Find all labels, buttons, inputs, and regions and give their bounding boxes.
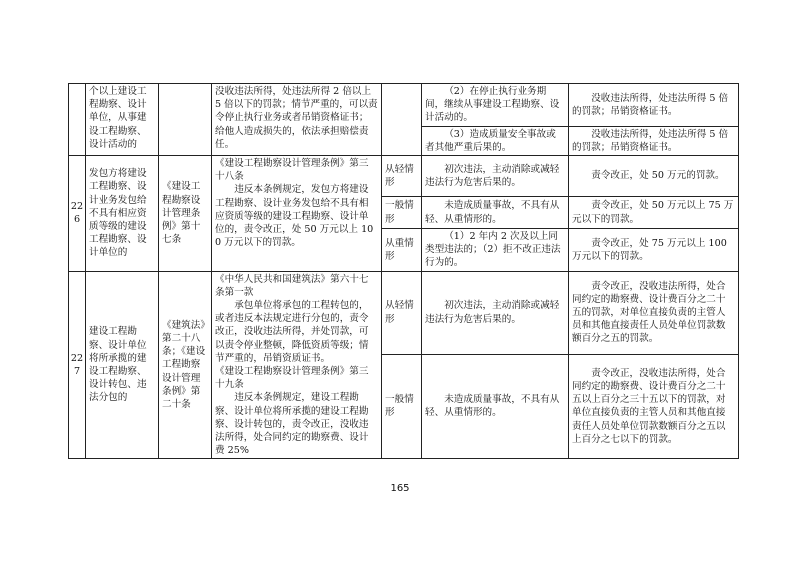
penalty-standard-cell: 责令改正，处 50 万元以上 75 万元以下的罚款。	[569, 197, 739, 229]
penalty-standard-cell: 责令改正，处 75 万元以上 100 万元以下的罚款。	[569, 229, 739, 272]
penalty-basis-title: 《中华人民共和国建筑法》第六十七条第一款	[215, 273, 369, 298]
circumstance-level-cell: 从轻情形	[382, 156, 422, 197]
circumstance-detail-cell: 初次违法，主动消除或减轻违法行为危害后果的。	[422, 271, 569, 354]
circumstance-level-cell	[382, 84, 422, 156]
row-number-cell: 226	[69, 156, 86, 272]
circumstance-level-cell: 一般情形	[382, 354, 422, 459]
row-number-cell: 227	[69, 271, 86, 459]
violation-item-cell: 个以上建设工程勘察、设计单位，从事建设工程勘察、设计活动的	[86, 84, 159, 156]
penalty-standards-table	[68, 83, 739, 459]
penalty-standard-cell: 责令改正，没收违法所得，处合同约定的勘察费、设计费百分之二十五以上百分之三十五以下的罚款，对单位直接负责的主管人员和其他直接责任人员处单位罚款数额百分之五以上百分之七以下的罚款。	[569, 354, 739, 459]
penalty-basis-text: 违反本条例规定，发包方将建设工程勘察、设计业务发包给不具有相应资质等级的建设工程勘察、设计单位的，责令改正，处 50 万元以上 100 万元以下的罚款。	[215, 184, 374, 249]
legal-basis-cell: 《建设工程勘察设计管理条例》第十七条	[159, 156, 212, 272]
circumstance-level-cell: 从重情形	[382, 229, 422, 272]
circumstance-detail-cell: 未造成质量事故，不具有从轻、从重情形的。	[422, 354, 569, 459]
circumstance-detail-cell: 初次违法，主动消除或减轻违法行为危害后果的。	[422, 156, 569, 197]
penalty-basis-cell	[212, 271, 382, 459]
penalty-basis-cell	[212, 156, 382, 272]
penalty-standard-cell: 责令改正，处 50 万元的罚款。	[569, 156, 739, 197]
penalty-basis-text: 承包单位将承包的工程转包的，或者违反本法规定进行分包的，责令改正，没收违法所得，并处罚款，可以责令停业整顿，降低资质等级；情节严重的，吊销资质证书。	[215, 300, 369, 364]
row-number-cell	[69, 84, 86, 156]
penalty-standard-cell: 没收违法所得，处违法所得 5 倍的罚款；吊销资格证书。	[569, 84, 739, 127]
penalty-basis-text: 违反本条例规定，建设工程勘察、设计单位将所承揽的建设工程勘察、设计转包的，责令改正，没收违法所得，处合同约定的勘察费、设计费 25%	[215, 392, 369, 457]
page-number: 165	[390, 483, 410, 494]
penalty-standard-cell: 没收违法所得，处违法所得 5 倍的罚款；吊销资格证书。	[569, 126, 739, 155]
penalty-standard-cell: 责令改正，没收违法所得，处合同约定的勘察费、设计费百分之二十五的罚款，对单位直接负责的主管人员和其他直接责任人员处单位罚款数额百分之五的罚款。	[569, 271, 739, 354]
legal-basis-cell: 《建筑法》第二十八条；《建设工程勘察设计管理条例》第二十条	[159, 271, 212, 459]
violation-item-cell: 建设工程勘察、设计单位将所承揽的建设工程勘察、设计转包、违法分包的	[86, 271, 159, 459]
penalty-basis-cell: 没收违法所得，处违法所得 2 倍以上 5 倍以下的罚款；情节严重的，可以责令停止执行业务或者吊销资格证书；给他人造成损失的，依法承担赔偿责任。	[212, 84, 382, 156]
penalty-basis-title: 《建设工程勘察设计管理条例》第三十八条	[215, 158, 369, 183]
circumstance-detail-cell: （1）2 年内 2 次及以上同类型违法的；（2）拒不改正违法行为的。	[422, 229, 569, 272]
circumstance-detail-cell: （3）造成质量安全事故或者其他严重后果的。	[422, 126, 569, 155]
violation-item-cell: 发包方将建设工程勘察、设计业务发包给不具有相应资质等级的建设工程勘察、设计单位的	[86, 156, 159, 272]
legal-basis-cell	[159, 84, 212, 156]
circumstance-detail-cell: 未造成质量事故，不具有从轻、从重情形的。	[422, 197, 569, 229]
penalty-basis-title: 《建设工程勘察设计管理条例》第三十九条	[215, 366, 369, 391]
circumstance-level-cell: 从轻情形	[382, 271, 422, 354]
circumstance-level-cell: 一般情形	[382, 197, 422, 229]
circumstance-detail-cell: （2）在停止执行业务期间，继续从事建设工程勘察、设计活动的。	[422, 84, 569, 127]
